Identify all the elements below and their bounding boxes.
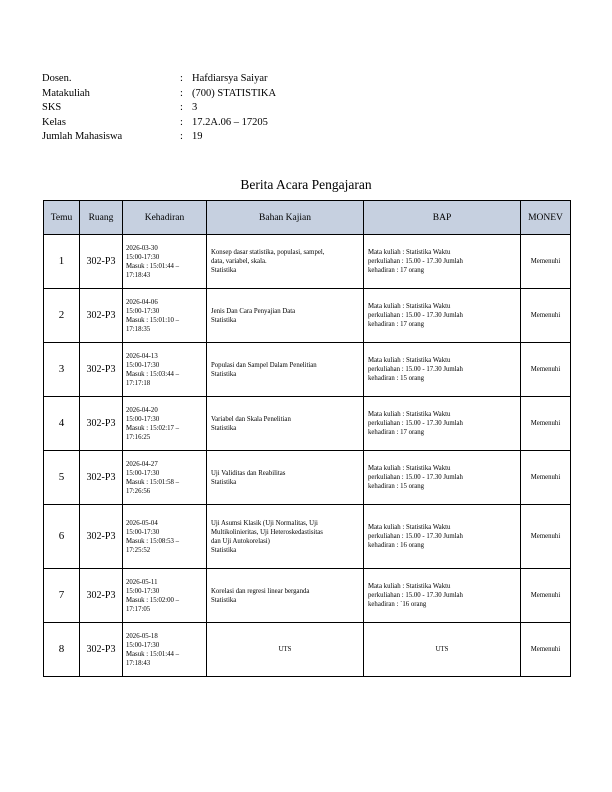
table-header	[44, 201, 571, 235]
cell-bahan	[207, 451, 364, 505]
cell-temu: 5	[44, 451, 80, 505]
bahan-line: Multikolinieritas, Uji Heteroskedastisitas	[211, 528, 323, 536]
cell-kehadiran	[123, 451, 207, 505]
kehadiran-keluar: 17:16:25	[126, 433, 151, 441]
cell-bap	[364, 343, 521, 397]
bahan-line: Konsep dasar statistika, populasi, sampel,	[211, 249, 325, 256]
kehadiran-masuk: Masuk : 15:02:00 –	[126, 596, 180, 604]
cell-temu: 7	[44, 569, 80, 623]
cell-kehadiran	[123, 289, 207, 343]
info-label: Kelas	[42, 116, 66, 128]
kehadiran-masuk: Masuk : 15:01:44 –	[126, 650, 180, 658]
info-value: 3	[192, 102, 198, 113]
bahan-line: dan Uji Autokorelasi)	[211, 537, 270, 545]
cell-bahan	[207, 289, 364, 343]
bap-line: perkuliahan : 15.00 - 17.30 Jumlah	[368, 533, 463, 540]
cell-temu: 1	[44, 235, 80, 289]
bahan-line: Populasi dan Sampel Dalam Penelitian	[211, 361, 317, 369]
course-info	[42, 72, 276, 145]
cell-kehadiran	[123, 569, 207, 623]
bap-line: Mata kuliah : Statistika Waktu	[368, 524, 451, 531]
bap-line: perkuliahan : 15.00 - 17.30 Jumlah	[368, 366, 463, 373]
cell-ruang: 302-P3	[80, 569, 123, 623]
info-value: (700) STATISTIKA	[192, 87, 277, 99]
kehadiran-masuk: Masuk : 15:02:17 –	[126, 424, 180, 432]
kehadiran-masuk: Masuk : 15:08:53 –	[126, 537, 180, 545]
cell-kehadiran	[123, 623, 207, 677]
table-row	[44, 397, 571, 451]
table-row	[44, 451, 571, 505]
table-row	[44, 505, 571, 569]
cell-temu: 3	[44, 343, 80, 397]
page-title: Berita Acara Pengajaran	[240, 177, 372, 192]
cell-temu: 8	[44, 623, 80, 677]
cell-kehadiran	[123, 235, 207, 289]
bap-line: kehadiran : 16 orang	[368, 542, 425, 549]
bap-line: kehadiran : `16 orang	[368, 601, 427, 608]
cell-kehadiran	[123, 505, 207, 569]
bahan-line: Statistika	[211, 424, 237, 432]
cell-ruang: 302-P3	[80, 397, 123, 451]
kehadiran-date: 2026-04-27	[126, 460, 158, 468]
info-label: Dosen.	[42, 73, 72, 84]
info-label: SKS	[42, 102, 62, 113]
bap-line: kehadiran : 17 orang	[368, 429, 425, 436]
bahan-line: Statistika	[211, 267, 237, 274]
kehadiran-date: 2026-05-18	[126, 632, 158, 640]
table-row	[44, 343, 571, 397]
cell-bap	[364, 289, 521, 343]
cell-ruang: 302-P3	[80, 289, 123, 343]
cell-bahan	[207, 397, 364, 451]
bap-line: Mata kuliah : Statistika Waktu	[368, 465, 451, 472]
bahan-line: Statistika	[211, 370, 237, 378]
kehadiran-time: 15:00-17:30	[126, 361, 160, 369]
kehadiran-keluar: 17:17:18	[126, 379, 151, 387]
table-row	[44, 289, 571, 343]
bap-line: Mata kuliah : Statistika Waktu	[368, 357, 451, 364]
cell-monev: Memenuhi	[521, 505, 571, 569]
info-label: Jumlah Mahasiswa	[42, 131, 123, 142]
cell-monev: Memenuhi	[521, 343, 571, 397]
cell-kehadiran	[123, 343, 207, 397]
kehadiran-masuk: Masuk : 15:03:44 –	[126, 370, 180, 378]
bahan-line: data, variabel, skala.	[211, 258, 267, 265]
info-row: Matakuliah : (700) STATISTIKA	[42, 87, 276, 102]
cell-ruang: 302-P3	[80, 623, 123, 677]
header-temu: Temu	[44, 201, 80, 235]
cell-bap	[364, 505, 521, 569]
cell-ruang: 302-P3	[80, 451, 123, 505]
kehadiran-time: 15:00-17:30	[126, 528, 160, 536]
bap-line: perkuliahan : 15.00 - 17.30 Jumlah	[368, 312, 463, 319]
kehadiran-date: 2026-04-20	[126, 406, 158, 414]
bap-line: kehadiran : 15 orang	[368, 483, 425, 490]
header-monev: MONEV	[521, 201, 571, 235]
header-kehadiran: Kehadiran	[123, 201, 207, 235]
cell-bahan	[207, 343, 364, 397]
cell-bap	[364, 569, 521, 623]
cell-kehadiran	[123, 397, 207, 451]
kehadiran-time: 15:00-17:30	[126, 253, 160, 261]
bahan-line: Statistika	[211, 596, 237, 604]
bahan-line: Variabel dan Skala Penelitian	[211, 415, 291, 423]
info-row: Kelas : 17.2A.06 – 17205	[42, 116, 276, 131]
cell-ruang: 302-P3	[80, 343, 123, 397]
cell-bahan	[207, 235, 364, 289]
info-row: SKS : 3	[42, 101, 276, 116]
kehadiran-time: 15:00-17:30	[126, 641, 160, 649]
kehadiran-date: 2026-05-04	[126, 519, 158, 527]
kehadiran-time: 15:00-17:30	[126, 307, 160, 315]
bap-line: perkuliahan : 15.00 - 17.30 Jumlah	[368, 258, 463, 265]
bap-line: kehadiran : 15 orang	[368, 375, 425, 382]
table-body	[44, 235, 571, 677]
bahan-line: Uji Asumsi Klasik (Uji Normalitas, Uji	[211, 519, 318, 527]
bap-line: perkuliahan : 15.00 - 17.30 Jumlah	[368, 592, 463, 599]
kehadiran-masuk: Masuk : 15:01:58 –	[126, 478, 180, 486]
table-row	[44, 569, 571, 623]
bap-line: kehadiran : 17 orang	[368, 321, 425, 328]
info-value: 19	[192, 131, 203, 142]
cell-bap	[364, 235, 521, 289]
table-row	[44, 235, 571, 289]
kehadiran-date: 2026-04-06	[126, 298, 158, 306]
kehadiran-masuk: Masuk : 15:01:10 –	[126, 316, 180, 324]
kehadiran-date: 2026-04-13	[126, 352, 158, 360]
kehadiran-keluar: 17:18:43	[126, 271, 151, 279]
cell-monev: Memenuhi	[521, 289, 571, 343]
bap-line: Mata kuliah : Statistika Waktu	[368, 303, 451, 310]
bahan-line: Jenis Dan Cara Penyajian Data	[211, 307, 296, 315]
cell-bahan: UTS	[207, 623, 364, 677]
cell-temu: 4	[44, 397, 80, 451]
kehadiran-keluar: 17:18:43	[126, 659, 151, 667]
bap-line: Mata kuliah : Statistika Waktu	[368, 249, 451, 256]
cell-monev: Memenuhi	[521, 235, 571, 289]
info-row: Jumlah Mahasiswa : 19	[42, 130, 276, 145]
bahan-line: Statistika	[211, 546, 237, 554]
cell-bap	[364, 397, 521, 451]
bap-line: kehadiran : 17 orang	[368, 267, 425, 274]
header-bahan: Bahan Kajian	[207, 201, 364, 235]
cell-temu: 2	[44, 289, 80, 343]
header-ruang: Ruang	[80, 201, 123, 235]
kehadiran-keluar: 17:26:56	[126, 487, 151, 495]
cell-bahan	[207, 505, 364, 569]
cell-monev: Memenuhi	[521, 569, 571, 623]
bahan-line: Uji Validitas dan Reabilitas	[211, 469, 286, 477]
cell-bap	[364, 451, 521, 505]
info-value: 17.2A.06 – 17205	[192, 116, 268, 128]
bap-line: Mata kuliah : Statistika Waktu	[368, 411, 451, 418]
kehadiran-time: 15:00-17:30	[126, 469, 160, 477]
attendance-table	[43, 200, 571, 677]
bahan-line: Statistika	[211, 478, 237, 486]
cell-bap: UTS	[364, 623, 521, 677]
kehadiran-time: 15:00-17:30	[126, 415, 160, 423]
table-row	[44, 623, 571, 677]
kehadiran-keluar: 17:18:35	[126, 325, 151, 333]
cell-bahan	[207, 569, 364, 623]
kehadiran-date: 2026-03-30	[126, 244, 158, 252]
cell-monev: Memenuhi	[521, 451, 571, 505]
kehadiran-keluar: 17:25:52	[126, 546, 151, 554]
kehadiran-time: 15:00-17:30	[126, 587, 160, 595]
bap-line: Mata kuliah : Statistika Waktu	[368, 583, 451, 590]
info-row: Dosen. : Hafdiarsya Saiyar	[42, 72, 276, 87]
info-label: Matakuliah	[42, 87, 90, 99]
kehadiran-date: 2026-05-11	[126, 578, 158, 586]
info-value: Hafdiarsya Saiyar	[192, 73, 268, 84]
bahan-line: Statistika	[211, 316, 237, 324]
header-bap: BAP	[364, 201, 521, 235]
cell-monev: Memenuhi	[521, 397, 571, 451]
kehadiran-masuk: Masuk : 15:01:44 –	[126, 262, 180, 270]
cell-monev: Memenuhi	[521, 623, 571, 677]
bap-line: perkuliahan : 15.00 - 17.30 Jumlah	[368, 420, 463, 427]
cell-ruang: 302-P3	[80, 505, 123, 569]
bahan-line: Korelasi dan regresi linear berganda	[211, 587, 310, 595]
cell-temu: 6	[44, 505, 80, 569]
cell-ruang: 302-P3	[80, 235, 123, 289]
bap-line: perkuliahan : 15.00 - 17.30 Jumlah	[368, 474, 463, 481]
kehadiran-keluar: 17:17:05	[126, 605, 151, 613]
